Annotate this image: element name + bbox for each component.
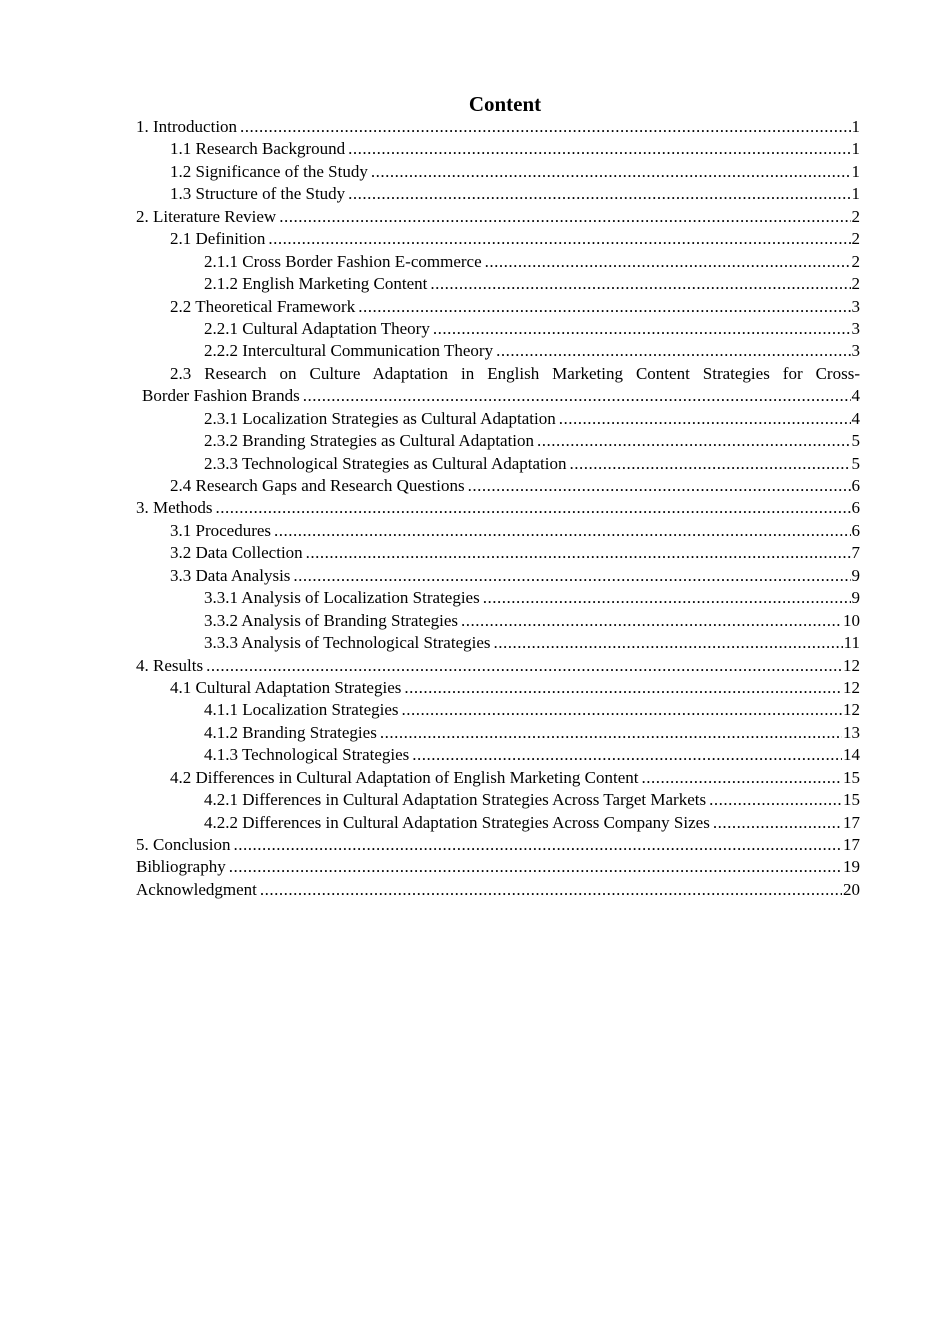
toc-entry-label: 2.1 Definition [170,229,266,249]
toc-entry-label: 4.1.2 Branding Strategies [204,722,377,742]
toc-dot-leader [430,273,850,295]
toc-entry-label: 3.2 Data Collection [170,543,303,563]
toc-page-number: 12 [843,677,860,697]
toc-entry-cultural-adaptation-theory[interactable] [136,318,860,340]
toc-entry-results-branding[interactable] [136,722,860,744]
toc-entry-label: 2. Literature Review [136,206,277,226]
toc-entry-data-collection[interactable] [136,542,860,564]
toc-dot-leader [642,767,842,789]
toc-entry-label: 2.1.2 English Marketing Content [204,274,428,294]
toc-entry-label: 5. Conclusion [136,835,231,854]
toc-dot-leader [570,453,851,475]
toc-entry-results-localization[interactable] [136,699,860,721]
toc-dot-leader [206,655,842,677]
toc-dot-leader [483,587,851,609]
toc-entry-label: 1. Introduction [136,117,238,136]
toc-entry-analysis-branding[interactable] [136,610,860,632]
toc-entry-label: 2.3.1 Localization Strategies as Cultural Adaptation [204,408,556,428]
toc-dot-leader [348,183,850,205]
toc-dot-leader [274,520,850,542]
toc-page-number: 6 [851,498,860,518]
toc-entry-label: 1.1 Research Background [170,139,346,159]
toc-entry-label: 4.2.1 Differences in Cultural Adaptation Strategies Across Target Markets [204,790,707,810]
toc-dot-leader [494,632,843,654]
toc-entry-label: 4. Results [136,655,204,675]
toc-dot-leader [229,856,842,878]
toc-entry-results-technological[interactable] [136,744,860,766]
toc-page-number: 1 [851,161,860,181]
toc-entry-methods[interactable] [136,497,860,519]
toc-page-number: 6 [851,476,860,495]
toc-entry-label: 2.3 Research on Culture Adaptation in English Marketing Content Strategies for Cross- [170,363,860,383]
toc-entry-continuation[interactable] [136,385,860,407]
toc-page-number: 19 [843,857,860,877]
toc-page-number: 12 [843,700,860,720]
toc-entry-cross-border-ecommerce[interactable] [136,251,860,273]
toc-page-number: 1 [851,184,860,204]
toc-dot-leader [433,318,851,340]
toc-entry-label: 4.1.1 Localization Strategies [204,700,399,720]
toc-entry-label: 3.3 Data Analysis [170,565,291,585]
toc-dot-leader [260,879,842,901]
toc-page-number: 6 [851,520,860,540]
toc-dot-leader [485,251,851,273]
toc-dot-leader [461,610,842,632]
toc-entry-differences-company-sizes[interactable] [136,812,860,834]
toc-page-number: 4 [851,408,860,428]
toc-entry-label: 3.3.3 Analysis of Technological Strategies [204,633,491,653]
toc-entry-label-continuation: Border Fashion Brands [142,386,300,406]
toc-page-number: 5 [851,453,860,473]
toc-dot-leader [293,565,850,587]
toc-dot-leader [240,116,850,138]
toc-page-number: 1 [851,117,860,136]
toc-entry-label: 3.3.1 Analysis of Localization Strategies [204,588,480,608]
toc-dot-leader [279,206,850,228]
toc-page-number: 3 [851,296,860,316]
toc-entry-label: 1.3 Structure of the Study [170,184,346,204]
toc-dot-leader [559,408,851,430]
toc-dot-leader [303,385,851,407]
toc-page-number: 3 [851,341,860,361]
toc-entry-label: 2.2 Theoretical Framework [170,296,356,316]
toc-page-number: 9 [851,565,860,585]
toc-entry-label: 3. Methods [136,498,213,518]
toc-entry-label: 2.4 Research Gaps and Research Questions [170,476,465,495]
toc-dot-leader [709,789,842,811]
toc-entry-cultural-adaptation-strategies[interactable] [136,677,860,699]
toc-entry-conclusion[interactable] [136,834,860,856]
toc-entry-data-analysis[interactable] [136,565,860,587]
toc-entry-label: 2.1.1 Cross Border Fashion E-commerce [204,251,482,271]
toc-entry-localization-strategies[interactable] [136,408,860,430]
toc-entry-differences-target-markets[interactable] [136,789,860,811]
toc-dot-leader [496,340,850,362]
toc-entry-analysis-technological[interactable] [136,632,860,654]
toc-entry-culture-adaptation-research[interactable] [136,363,860,385]
toc-entry-label: 1.2 Significance of the Study [170,161,368,181]
toc-entry-label: 3.3.2 Analysis of Branding Strategies [204,610,459,630]
toc-entry-bibliography[interactable] [136,856,860,878]
toc-page-number: 13 [843,722,860,742]
toc-page-number: 15 [843,790,860,810]
toc-entry-definition[interactable] [136,228,860,250]
toc-entry-analysis-localization[interactable] [136,587,860,609]
toc-dot-leader [404,677,842,699]
toc-entry-branding-strategies[interactable] [136,430,860,452]
toc-page-number: 3 [851,318,860,338]
toc-dot-leader [412,744,842,766]
toc-dot-leader [268,228,850,250]
toc-entry-intercultural-communication[interactable] [136,340,860,362]
toc-entry-results[interactable] [136,655,860,677]
toc-entry-label: Acknowledgment [136,879,257,899]
toc-page-number: 1 [851,139,860,159]
toc-page-number: 9 [851,588,860,608]
toc-entry-label: 2.2.1 Cultural Adaptation Theory [204,318,430,338]
toc-entry-label: 4.2.2 Differences in Cultural Adaptation Strategies Across Company Sizes [204,812,710,832]
toc-page-number: 20 [843,879,860,899]
toc-page-number: 5 [851,431,860,451]
toc-entry-introduction[interactable] [136,116,860,138]
toc-dot-leader [380,722,842,744]
toc-dot-leader [233,834,842,856]
table-of-contents [136,116,860,901]
toc-entry-literature-review[interactable] [136,206,860,228]
toc-dot-leader [713,812,842,834]
toc-page-number: 14 [843,745,860,765]
toc-page-number: 2 [851,206,860,226]
toc-dot-leader [402,699,843,721]
toc-page-number: 2 [851,274,860,294]
toc-dot-leader [216,497,851,519]
toc-entry-significance[interactable] [136,161,860,183]
toc-entry-research-gaps[interactable] [136,475,860,497]
toc-entry-differences[interactable] [136,767,860,789]
toc-page-number: 17 [843,835,860,854]
toc-page-number: 2 [851,229,860,249]
toc-entry-label: 2.3.2 Branding Strategies as Cultural Adaptation [204,431,535,451]
toc-entry-label: 4.2 Differences in Cultural Adaptation of English Marketing Content [170,767,639,787]
toc-page-number: 11 [843,633,860,653]
toc-page-number: 4 [851,386,860,406]
toc-entry-label: 4.1.3 Technological Strategies [204,745,410,765]
toc-entry-technological-strategies[interactable] [136,453,860,475]
toc-entry-acknowledgment[interactable] [136,879,860,901]
page-title: Content [468,92,542,116]
toc-entry-label: 2.2.2 Intercultural Communication Theory [204,341,494,361]
toc-entry-label: 3.1 Procedures [170,520,272,540]
toc-entry-structure[interactable] [136,183,860,205]
toc-dot-leader [537,430,850,452]
toc-page-number: 17 [843,812,860,832]
toc-page-number: 7 [851,543,860,563]
toc-entry-theoretical-framework[interactable] [136,296,860,318]
toc-entry-label: Bibliography [136,857,226,877]
toc-page-number: 2 [851,251,860,271]
toc-entry-research-background[interactable] [136,138,860,160]
toc-entry-label: 2.3.3 Technological Strategies as Cultural Adaptation [204,453,567,473]
toc-dot-leader [468,475,851,497]
toc-page-number: 10 [843,610,860,630]
toc-page-number: 12 [843,655,860,675]
toc-entry-english-marketing-content[interactable] [136,273,860,295]
toc-dot-leader [306,542,851,564]
toc-entry-procedures[interactable] [136,520,860,542]
toc-page-number: 15 [843,767,860,787]
toc-dot-leader [348,138,850,160]
toc-dot-leader [371,161,851,183]
toc-dot-leader [358,296,850,318]
toc-entry-label: 4.1 Cultural Adaptation Strategies [170,677,402,697]
